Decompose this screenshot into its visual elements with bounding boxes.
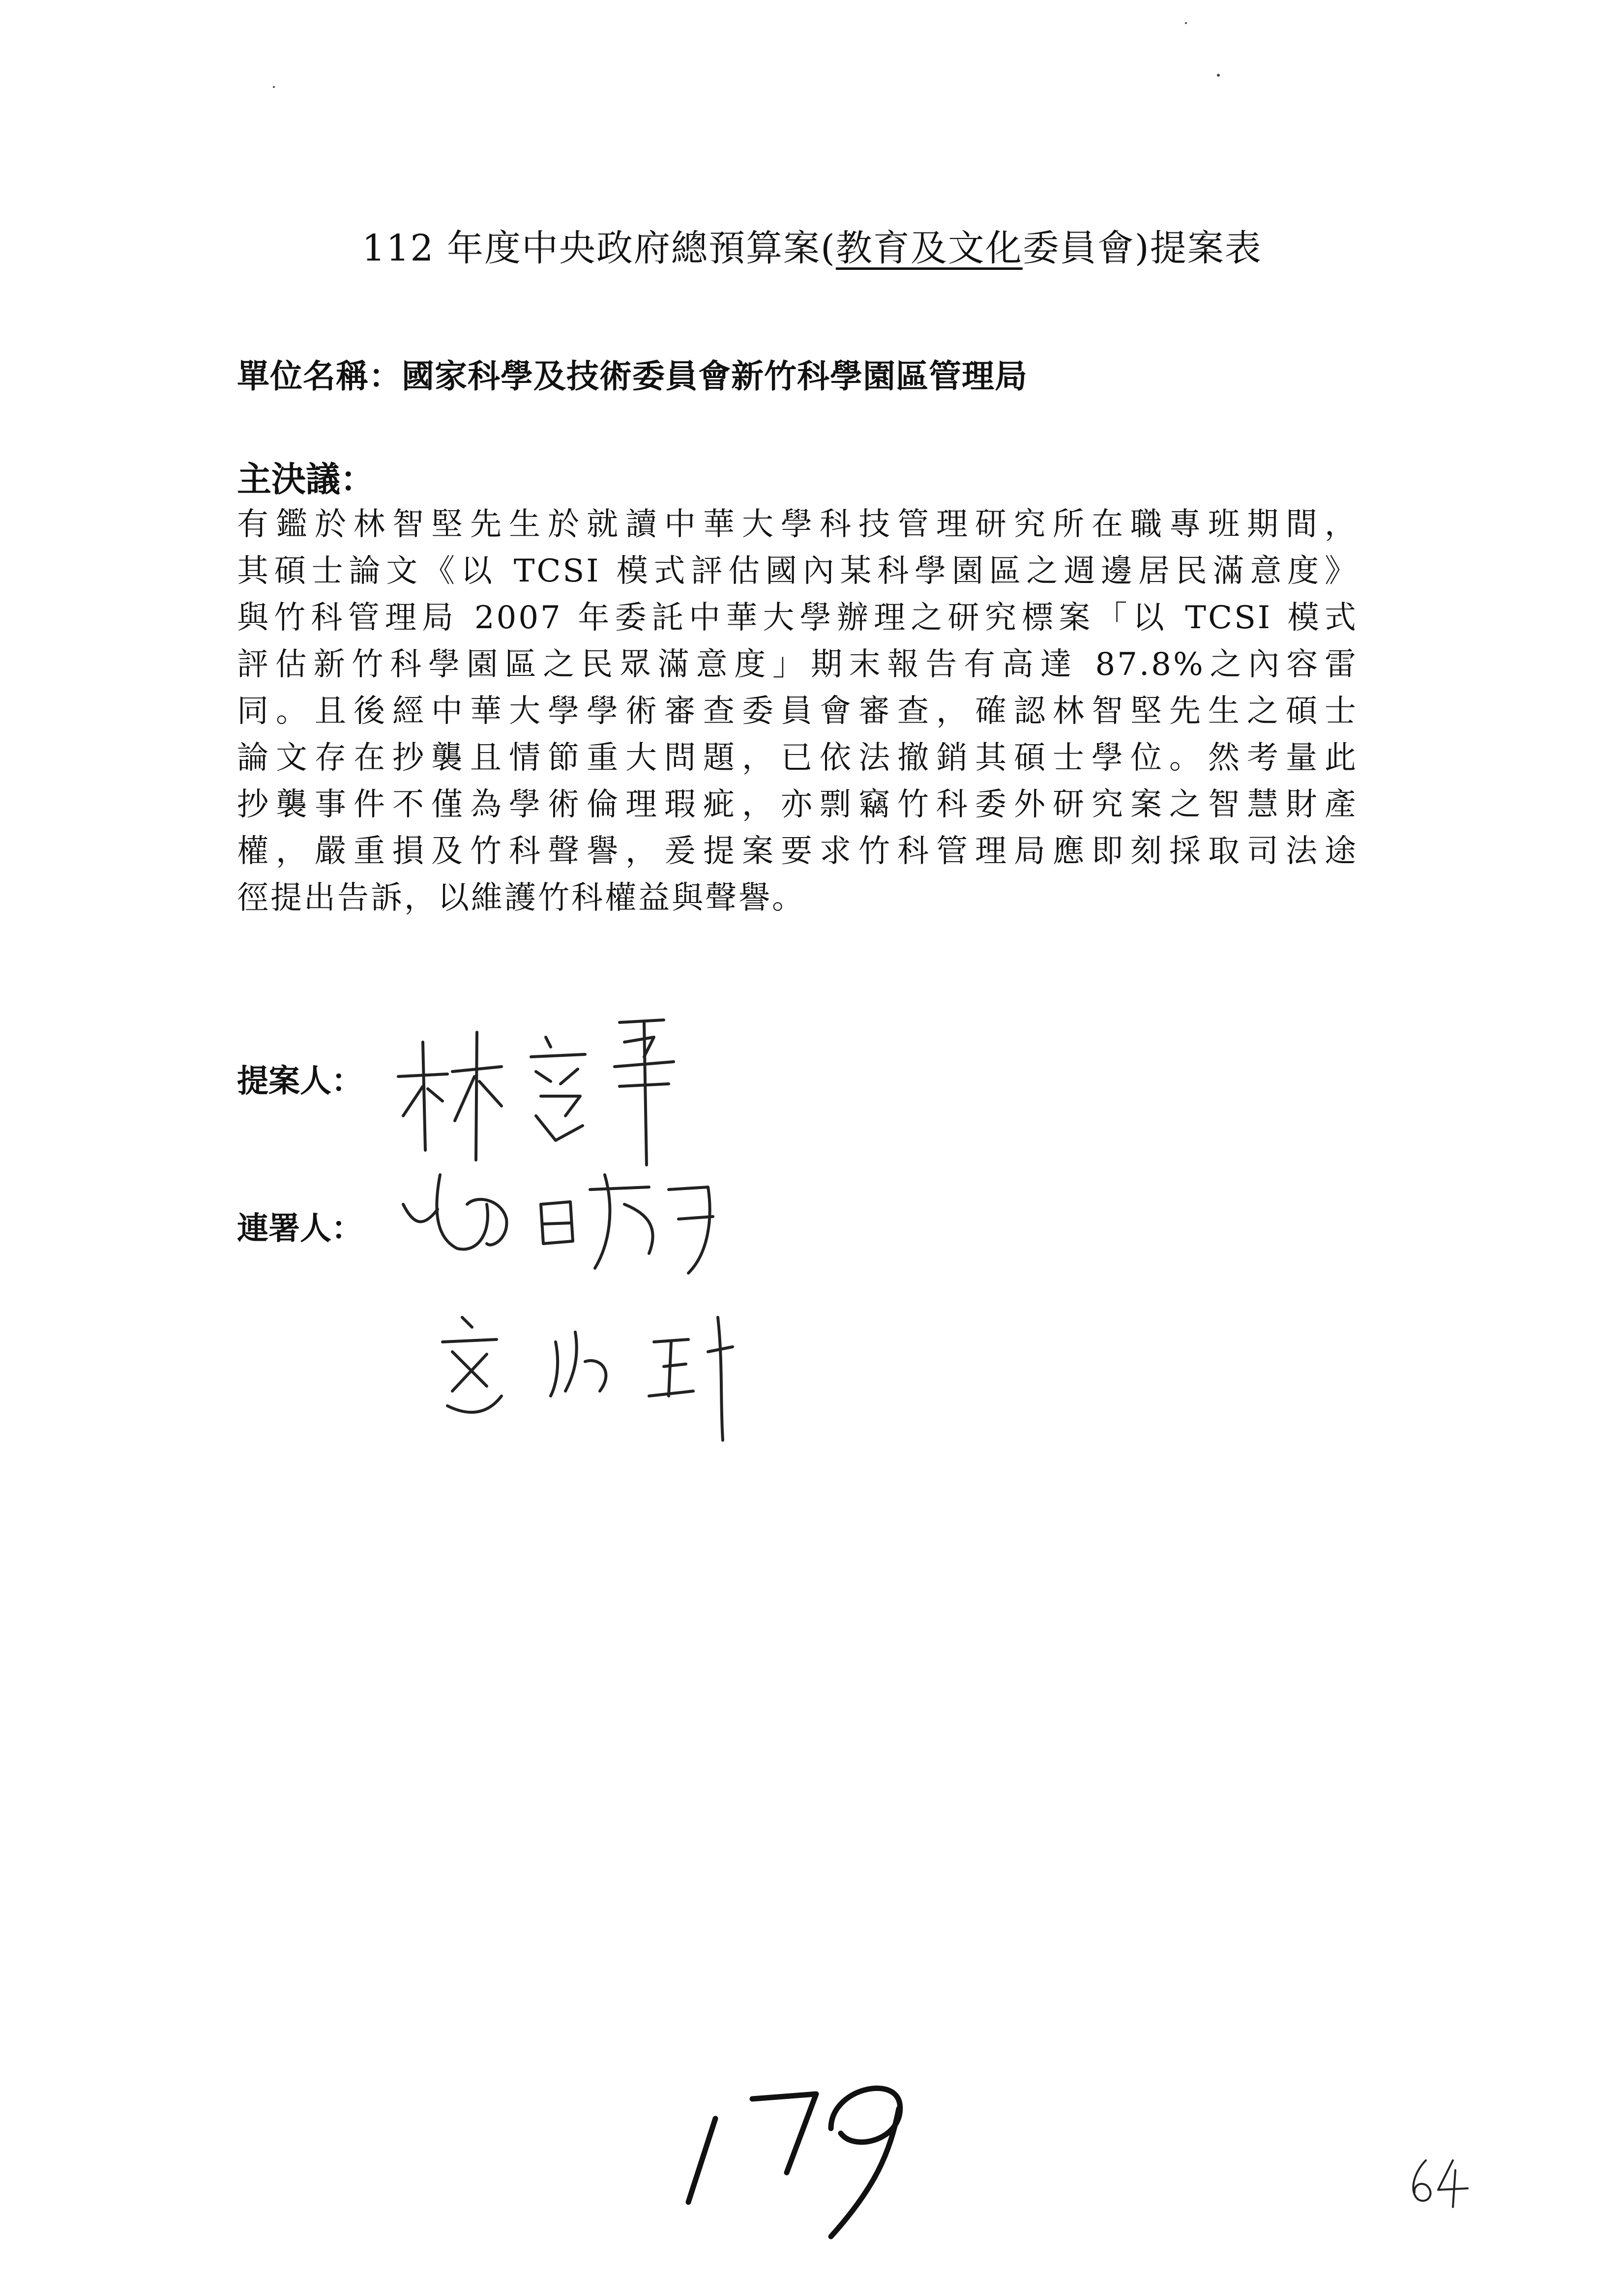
unit-name-line (237, 354, 1028, 398)
scan-speck (1185, 22, 1187, 24)
scan-speck (273, 86, 275, 88)
cosigner-signature-1 (393, 1145, 777, 1288)
title-prefix: 112 年度中央政府總預算案( (362, 227, 836, 269)
corner-page-number (1404, 2153, 1473, 2212)
scan-speck (1217, 74, 1220, 77)
resolution-line: 與竹科管理局 2007 年委託中華大學辦理之研究標案「以 TCSI 模式 (237, 600, 1358, 636)
title-suffix: 委員會)提案表 (1022, 227, 1262, 269)
resolution-line: 抄襲事件不僅為學術倫理瑕疵，亦剽竊竹科委外研究案之智慧財產 (237, 786, 1358, 823)
cosigner-label: 連署人： (237, 1210, 363, 1247)
handwritten-page-number (669, 2025, 924, 2241)
resolution-line: 權，嚴重損及竹科聲譽，爰提案要求竹科管理局應即刻採取司法途 (237, 833, 1358, 870)
document-title (0, 224, 1624, 273)
cosigner-signature-2 (433, 1298, 787, 1445)
resolution-body (237, 501, 1358, 922)
unit-name: 國家科學及技術委員會新竹科學園區管理局 (402, 357, 1028, 395)
unit-label: 單位名稱： (237, 357, 402, 395)
resolution-line: 同。且後經中華大學學術審查委員會審查，確認林智堅先生之碩士 (237, 693, 1358, 729)
title-committee-underlined: 教育及文化 (835, 227, 1023, 269)
resolution-line: 評估新竹科學園區之民眾滿意度」期末報告有高達 87.8%之內容雷 (237, 646, 1358, 683)
resolution-line: 論文存在抄襲且情節重大問題，已依法撤銷其碩士學位。然考量此 (237, 740, 1358, 776)
resolution-line: 徑提出告訴，以維護竹科權益與聲譽。 (237, 880, 805, 916)
proposer-signature (388, 1003, 742, 1170)
proposer-label: 提案人： (237, 1063, 363, 1100)
resolution-heading: 主決議： (237, 459, 375, 499)
resolution-line: 有鑑於林智堅先生於就讀中華大學科技管理研究所在職專班期間， (237, 506, 1358, 543)
resolution-line: 其碩士論文《以 TCSI 模式評估國內某科學園區之週邊居民滿意度》 (237, 553, 1358, 589)
